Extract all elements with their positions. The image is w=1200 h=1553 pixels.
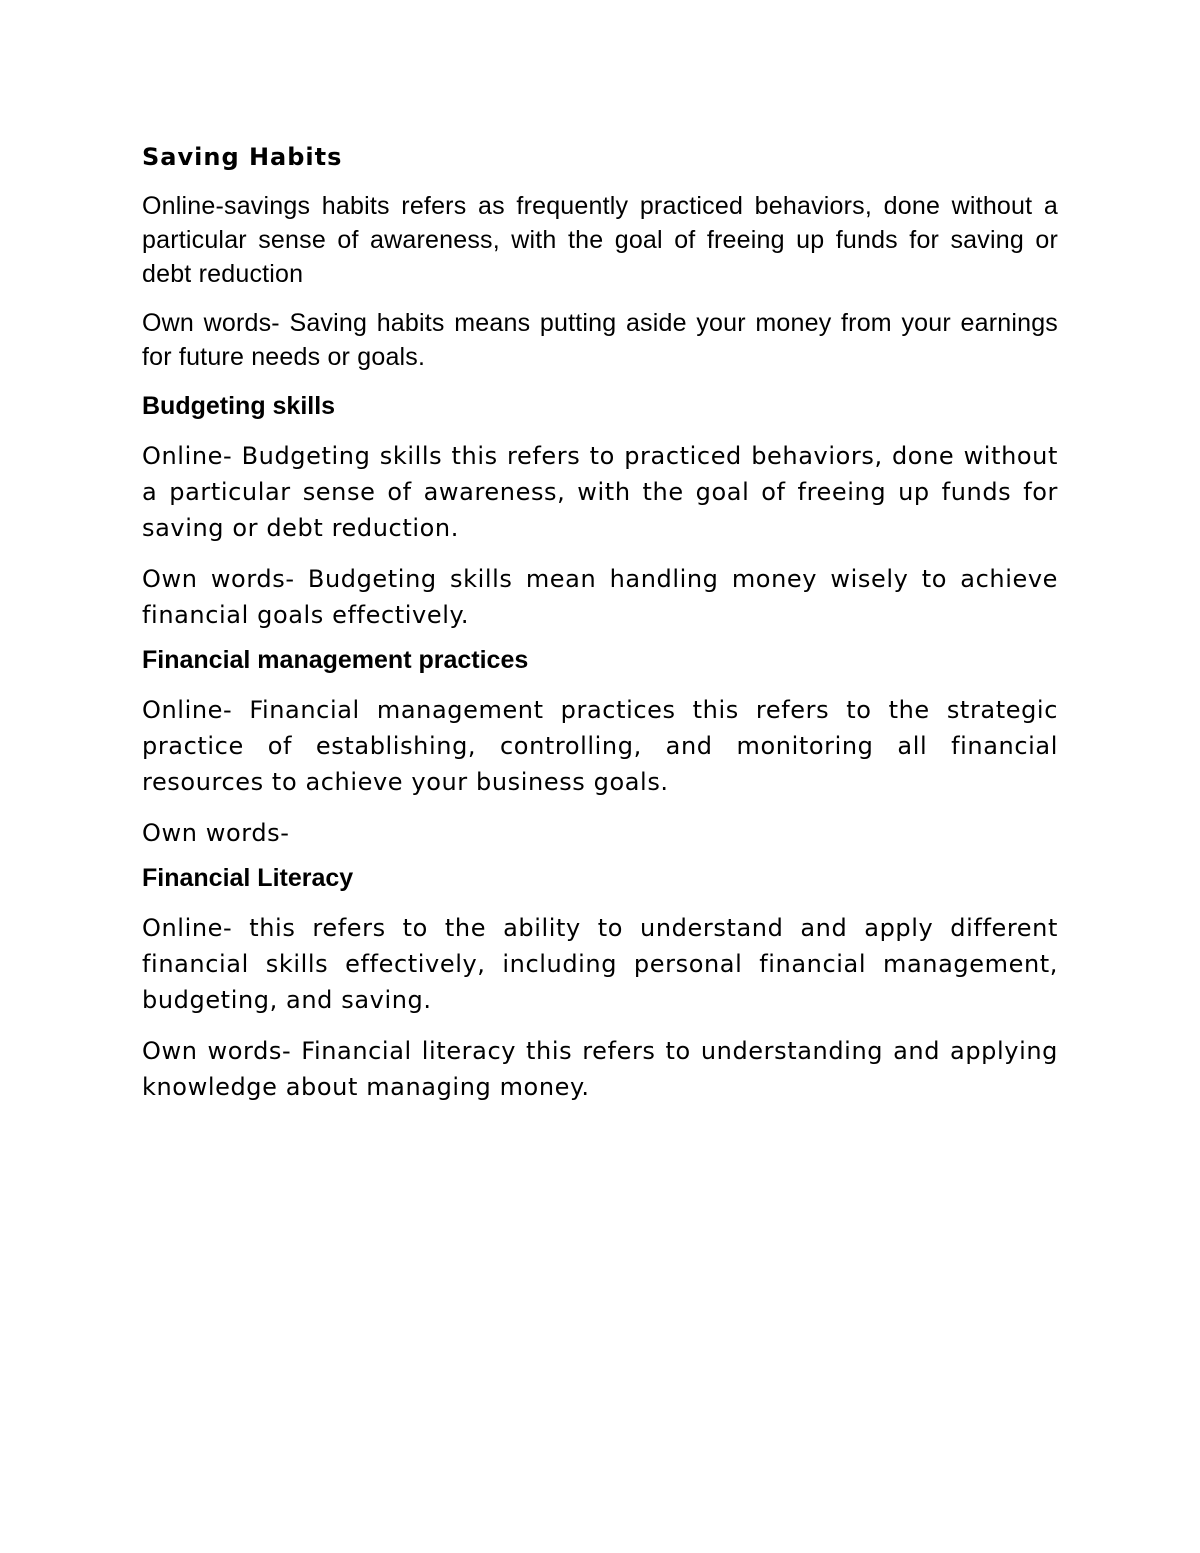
section-heading-saving-habits: Saving Habits xyxy=(142,143,343,171)
section-heading-financial-management-practices: Financial management practices xyxy=(142,646,529,674)
document-page xyxy=(142,140,1058,1120)
financial-literacy-own-words: Own words- Financial literacy this refers to understanding and applying knowledge about managing money. xyxy=(142,1037,1058,1101)
budgeting-skills-online-definition: Online- Budgeting skills this refers to practiced behaviors, done without a particular sense of awareness, with the goal of freeing up funds for saving or debt reduction. xyxy=(142,442,1058,542)
section-heading-budgeting-skills: Budgeting skills xyxy=(142,392,336,420)
financial-management-own-words: Own words- xyxy=(142,819,290,847)
financial-literacy-online-definition: Online- this refers to the ability to understand and apply different financial skills effectively, including personal financial management, budgeting, and saving. xyxy=(142,914,1058,1014)
saving-habits-online-definition: Online-savings habits refers as frequently practiced behaviors, done without a particular sense of awareness, with the goal of freeing up funds for saving or debt reduction xyxy=(142,192,1058,288)
financial-management-online-definition: Online- Financial management practices this refers to the strategic practice of establishing, controlling, and monitoring all financial resources to achieve your business goals. xyxy=(142,696,1058,796)
saving-habits-own-words: Own words- Saving habits means putting aside your money from your earnings for future needs or goals. xyxy=(142,309,1058,371)
budgeting-skills-own-words: Own words- Budgeting skills mean handling money wisely to achieve financial goals effectively. xyxy=(142,565,1058,629)
section-heading-financial-literacy: Financial Literacy xyxy=(142,864,354,892)
